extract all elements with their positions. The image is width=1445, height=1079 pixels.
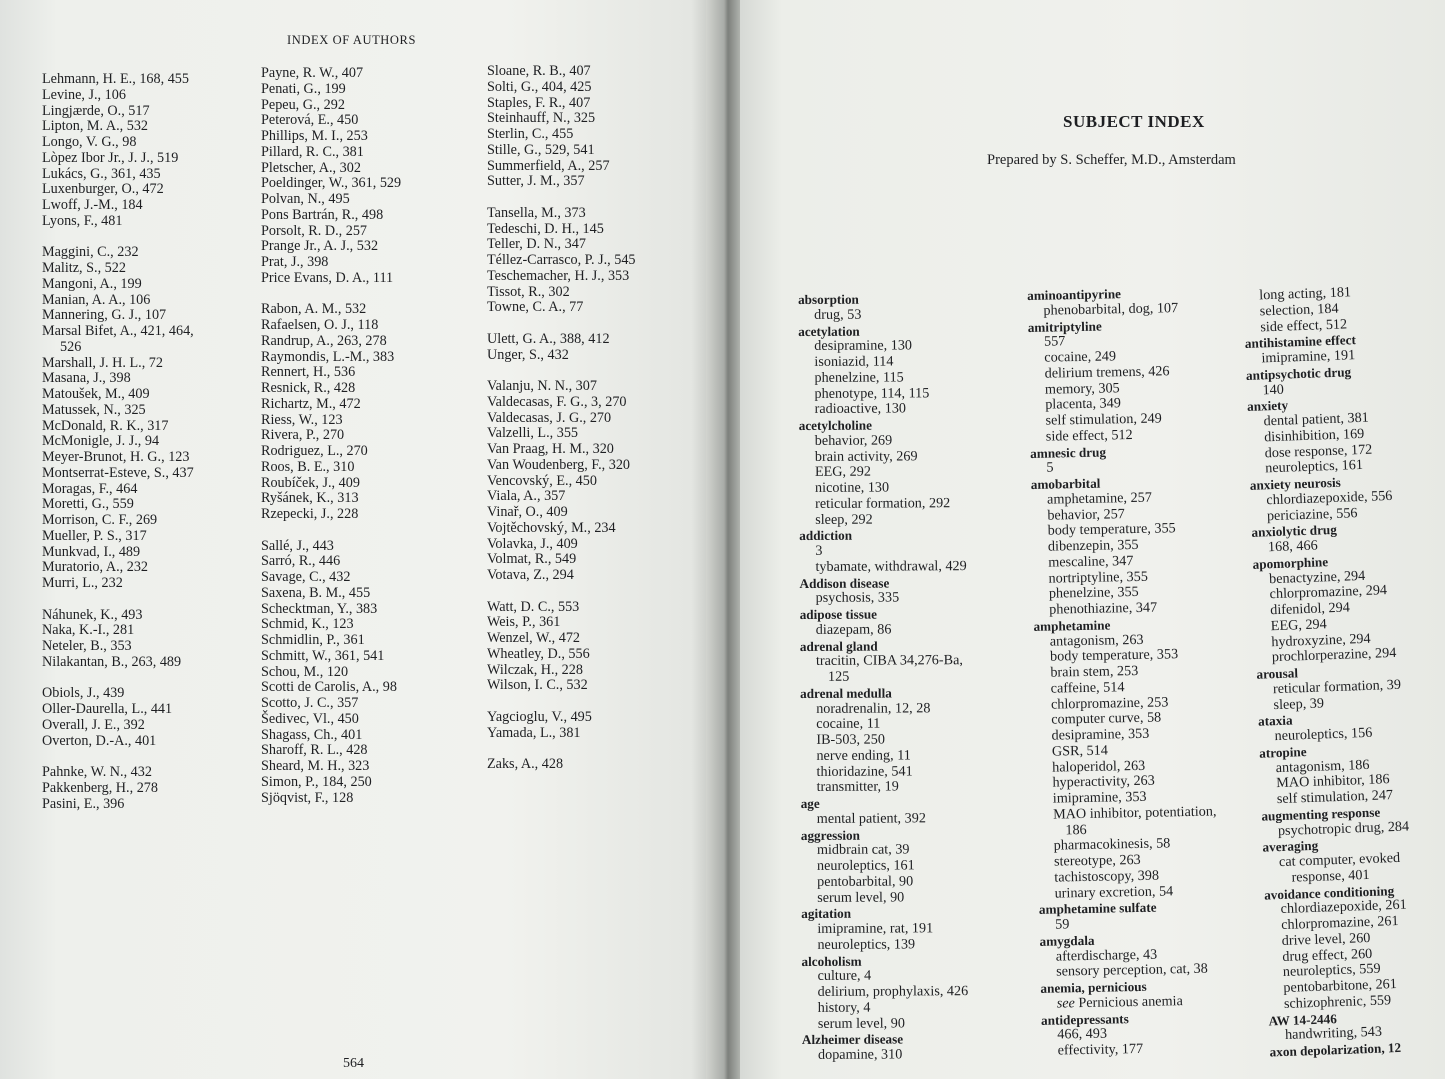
subject-subentry: neuroleptics, 161 bbox=[1265, 457, 1364, 477]
letter-gap bbox=[487, 741, 636, 757]
author-entry: Rodriguez, L., 270 bbox=[261, 443, 368, 459]
subject-heading: Addison disease bbox=[799, 575, 890, 591]
author-entry: Saxena, B. M., 455 bbox=[261, 584, 371, 601]
subject-subentry: placenta, 349 bbox=[1045, 395, 1122, 413]
author-entry: Lipton, M. A., 532 bbox=[42, 118, 149, 135]
subject-subentry: memory, 305 bbox=[1044, 379, 1120, 398]
subject-subentry: dopamine, 310 bbox=[817, 1046, 903, 1063]
subject-subentry: 557 bbox=[1043, 333, 1066, 350]
author-entry: Yamada, L., 381 bbox=[487, 724, 581, 741]
subject-subentry: diazepam, 86 bbox=[815, 621, 892, 638]
author-entry: Sjöqvist, F., 128 bbox=[261, 789, 354, 806]
subject-heading: aminoantipyrine bbox=[1027, 286, 1122, 303]
subject-subentry: nerve ending, 11 bbox=[816, 747, 911, 764]
author-entry: Staples, F. R., 407 bbox=[487, 94, 591, 111]
subject-subentry: disinhibition, 169 bbox=[1263, 425, 1365, 446]
subject-subentry: drug effect, 260 bbox=[1282, 945, 1373, 965]
subject-subentry: afterdischarge, 43 bbox=[1055, 946, 1158, 965]
author-entry: Viala, A., 357 bbox=[487, 488, 566, 505]
subject-subentry: urinary excretion, 54 bbox=[1054, 882, 1174, 902]
author-entry: Poeldinger, W., 361, 529 bbox=[261, 175, 402, 192]
subject-subentry: culture, 4 bbox=[817, 967, 872, 985]
subject-subentry: side effect, 512 bbox=[1045, 426, 1133, 445]
author-entry: Towne, C. A., 77 bbox=[487, 299, 584, 316]
subject-heading: arousal bbox=[1256, 665, 1299, 682]
subject-subentry: prochlorperazine, 294 bbox=[1271, 645, 1397, 666]
author-entry: Scotti de Carolis, A., 98 bbox=[261, 679, 397, 696]
subject-subentry: pharmacokinesis, 58 bbox=[1053, 835, 1171, 854]
subject-subentry: phenothiazine, 347 bbox=[1049, 599, 1158, 618]
author-entry: Roos, B. E., 310 bbox=[261, 458, 355, 475]
subject-heading: acetylcholine bbox=[798, 417, 872, 433]
subject-subentry: 466, 493 bbox=[1057, 1025, 1108, 1043]
author-entry: McDonald, R. K., 317 bbox=[42, 417, 169, 434]
page-header: INDEX OF AUTHORS bbox=[287, 33, 417, 47]
subject-subentry: dental patient, 381 bbox=[1263, 409, 1370, 430]
author-entry: Watt, D. C., 553 bbox=[487, 598, 580, 615]
author-entry: Lwoff, J.-M., 184 bbox=[42, 197, 143, 213]
subject-subentry: tracitin, CIBA 34,276-Ba, bbox=[815, 652, 963, 670]
author-entry: Richartz, M., 472 bbox=[261, 395, 361, 412]
subject-subentry: caffeine, 514 bbox=[1050, 678, 1125, 697]
author-entry: Maggini, C., 232 bbox=[42, 244, 139, 261]
subject-subentry: desipramine, 353 bbox=[1051, 725, 1150, 744]
author-entry: Matussek, N., 325 bbox=[42, 401, 146, 418]
subject-subentry: handwriting, 543 bbox=[1284, 1023, 1383, 1044]
subject-subentry: dibenzepin, 355 bbox=[1047, 536, 1139, 555]
author-entry: Meyer-Brunot, H. G., 123 bbox=[42, 449, 190, 465]
author-entry: Sallé, J., 443 bbox=[261, 537, 334, 554]
subject-subentry: EEG, 292 bbox=[814, 463, 871, 481]
author-entry: Volavka, J., 409 bbox=[487, 535, 578, 552]
subject-subentry: effectivity, 177 bbox=[1057, 1040, 1144, 1059]
author-entry: Levine, J., 106 bbox=[42, 86, 126, 103]
letter-gap bbox=[261, 287, 401, 303]
subject-heading: augmenting response bbox=[1261, 804, 1381, 824]
author-entry: Tissot, R., 302 bbox=[487, 283, 570, 300]
author-entry: Nilakantan, B., 263, 489 bbox=[42, 653, 182, 670]
subject-subentry: pentobarbital, 90 bbox=[817, 873, 914, 890]
author-entry: Wenzel, W., 472 bbox=[487, 630, 581, 646]
author-entry: Sarró, R., 446 bbox=[261, 553, 341, 570]
author-entry: Peterová, E., 450 bbox=[261, 112, 359, 129]
subject-subentry: radioactive, 130 bbox=[814, 400, 907, 418]
author-entry: Mannering, G. J., 107 bbox=[42, 307, 167, 324]
letter-gap bbox=[42, 671, 194, 687]
subject-subentry: long acting, 181 bbox=[1258, 284, 1352, 304]
author-entry: Zaks, A., 428 bbox=[487, 756, 564, 772]
subject-subentry: 186 bbox=[1065, 821, 1087, 838]
subject-subentry: delirium tremens, 426 bbox=[1044, 363, 1170, 382]
subject-subentry: 168, 466 bbox=[1267, 537, 1318, 556]
author-entry: Wheatley, D., 556 bbox=[487, 645, 590, 662]
author-entry: Mueller, P. S., 317 bbox=[42, 527, 147, 544]
author-entry: Pletscher, A., 302 bbox=[261, 159, 361, 176]
author-entry: McMonigle, J. J., 94 bbox=[42, 433, 160, 450]
author-entry: Schmidlin, P., 361 bbox=[261, 632, 365, 648]
subject-subentry: serum level, 90 bbox=[817, 888, 905, 906]
subject-heading: apomorphine bbox=[1252, 553, 1329, 572]
author-entry: 526 bbox=[60, 338, 82, 355]
author-entry: Šedivec, Vl., 450 bbox=[261, 710, 359, 727]
author-entry: Prange Jr., A. J., 532 bbox=[261, 238, 379, 255]
left-page bbox=[0, 0, 720, 1079]
subject-subentry: midbrain cat, 39 bbox=[816, 841, 910, 859]
subject-subentry: MAO inhibitor, 186 bbox=[1275, 771, 1390, 792]
author-entry: Polvan, N., 495 bbox=[261, 191, 350, 207]
author-entry: Montserrat-Esteve, S., 437 bbox=[42, 464, 194, 481]
author-entry: Marsal Bifet, A., 421, 464, bbox=[42, 323, 194, 339]
author-entry: Riess, W., 123 bbox=[261, 411, 343, 428]
letter-gap bbox=[487, 584, 636, 600]
author-entry: Tedeschi, D. H., 145 bbox=[487, 220, 604, 237]
subject-subentry: desipramine, 130 bbox=[814, 337, 913, 355]
author-entry: Pahnke, W. N., 432 bbox=[42, 764, 152, 780]
author-entry: Moragas, F., 464 bbox=[42, 480, 138, 497]
subject-subentry: haloperidol, 263 bbox=[1052, 757, 1146, 776]
subject-subentry: sleep, 292 bbox=[815, 511, 873, 528]
subject-subentry: phenobarbital, dog, 107 bbox=[1043, 299, 1179, 319]
author-entry: Sterlin, C., 455 bbox=[487, 126, 574, 142]
subject-subentry: thioridazine, 541 bbox=[816, 762, 913, 780]
author-entry: Rzepecki, J., 228 bbox=[261, 506, 359, 522]
subject-subentry: 5 bbox=[1046, 459, 1054, 476]
subject-subentry: cocaine, 11 bbox=[816, 715, 881, 733]
author-entry: Votava, Z., 294 bbox=[487, 567, 574, 583]
author-entry: Valzelli, L., 355 bbox=[487, 425, 579, 442]
subject-subentry: schizophrenic, 559 bbox=[1283, 992, 1392, 1012]
author-entry: Valanju, N. N., 307 bbox=[487, 378, 597, 394]
subject-subentry: drive level, 260 bbox=[1281, 929, 1371, 949]
author-entry: Tansella, M., 373 bbox=[487, 204, 586, 221]
subject-heading: amphetamine bbox=[1033, 617, 1111, 634]
subject-subentry: brain stem, 253 bbox=[1050, 662, 1139, 681]
subject-subentry: stereotype, 263 bbox=[1053, 851, 1141, 870]
subject-subentry: sleep, 39 bbox=[1273, 694, 1325, 713]
subject-subentry: brain activity, 269 bbox=[814, 447, 918, 465]
letter-gap bbox=[487, 363, 636, 379]
letter-gap bbox=[487, 316, 636, 332]
author-entry: Teschemacher, H. J., 353 bbox=[487, 267, 630, 284]
subject-subentry: imipramine, rat, 191 bbox=[817, 920, 934, 937]
subject-column-1 bbox=[798, 291, 969, 1064]
author-entry: Longo, V. G., 98 bbox=[42, 134, 137, 150]
author-entry: Munkvad, I., 489 bbox=[42, 543, 141, 560]
subject-heading: averaging bbox=[1262, 837, 1319, 855]
subject-subentry: chlorpromazine, 294 bbox=[1269, 582, 1388, 603]
subject-subentry: difenidol, 294 bbox=[1269, 599, 1351, 619]
author-entry: Vojtěchovský, M., 234 bbox=[487, 519, 616, 536]
author-entry: Price Evans, D. A., 111 bbox=[261, 269, 394, 286]
subject-heading: alcoholism bbox=[801, 953, 862, 969]
author-entry: Oller-Daurella, L., 441 bbox=[42, 701, 173, 717]
subject-heading: agitation bbox=[801, 905, 852, 922]
subject-heading: anxiety neurosis bbox=[1249, 474, 1342, 493]
subject-subentry: antagonism, 186 bbox=[1275, 756, 1370, 776]
author-entry: Rivera, P., 270 bbox=[261, 427, 345, 444]
author-entry: Wilczak, H., 228 bbox=[487, 661, 583, 678]
subject-subentry: cocaine, 249 bbox=[1044, 348, 1117, 366]
author-entry: Penati, G., 199 bbox=[261, 80, 346, 97]
subject-subentry: sensory perception, cat, 38 bbox=[1055, 960, 1208, 980]
author-entry: Volmat, R., 549 bbox=[487, 551, 577, 568]
subject-subentry: body temperature, 353 bbox=[1049, 646, 1179, 665]
subject-heading: antihistamine effect bbox=[1244, 332, 1357, 352]
subject-subentry: antagonism, 263 bbox=[1049, 631, 1144, 650]
subject-heading: antidepressants bbox=[1040, 1010, 1129, 1028]
subject-heading: adrenal medulla bbox=[800, 685, 892, 701]
author-entry: Lehmann, H. E., 168, 455 bbox=[42, 71, 189, 87]
subject-heading: aggression bbox=[800, 827, 860, 843]
letter-gap bbox=[487, 190, 636, 206]
subject-heading: Alzheimer disease bbox=[801, 1031, 904, 1048]
subject-heading: ataxia bbox=[1257, 712, 1293, 729]
author-entry: Wilson, I. C., 532 bbox=[487, 677, 588, 694]
author-entry: Porsolt, R. D., 257 bbox=[261, 222, 368, 239]
author-entry: Summerfield, A., 257 bbox=[487, 157, 610, 174]
subject-subentry: EEG, 294 bbox=[1270, 616, 1327, 634]
author-entry: Manian, A. A., 106 bbox=[42, 291, 151, 308]
letter-gap bbox=[42, 749, 194, 765]
author-entry: Overall, J. E., 392 bbox=[42, 716, 145, 733]
subject-subentry: chlorpromazine, 261 bbox=[1280, 912, 1399, 934]
author-entry: Muratorio, A., 232 bbox=[42, 559, 149, 576]
subject-heading: adipose tissue bbox=[799, 606, 878, 622]
author-entry: Pasini, E., 396 bbox=[42, 795, 125, 812]
author-entry: Yagcioglu, V., 495 bbox=[487, 708, 592, 725]
subject-subentry: dose response, 172 bbox=[1264, 441, 1373, 461]
letter-gap bbox=[42, 230, 194, 246]
author-entry: Obiols, J., 439 bbox=[42, 685, 125, 702]
subject-heading: acetylation bbox=[798, 323, 860, 339]
subject-subentry: computer curve, 58 bbox=[1051, 709, 1162, 728]
subject-subentry: benactyzine, 294 bbox=[1268, 567, 1366, 587]
author-entry: Roubíček, J., 409 bbox=[261, 474, 360, 491]
subject-column-2 bbox=[1027, 285, 1221, 1060]
author-entry: Vencovský, E., 450 bbox=[487, 472, 597, 489]
subject-heading: anxiolytic drug bbox=[1251, 522, 1338, 541]
subject-subentry: tachistoscopy, 398 bbox=[1054, 867, 1160, 886]
subject-subentry: serum level, 90 bbox=[817, 1014, 905, 1032]
subject-subentry: transmitter, 19 bbox=[816, 778, 899, 796]
author-entry: Valdecasas, J. G., 270 bbox=[487, 409, 612, 426]
page-number: 564 bbox=[343, 1056, 364, 1071]
author-entry: Ryšánek, K., 313 bbox=[261, 490, 359, 507]
letter-gap bbox=[261, 523, 401, 539]
subject-heading: amygdala bbox=[1039, 932, 1095, 949]
subject-subentry: neuroleptics, 139 bbox=[817, 936, 916, 953]
author-entry: Rabon, A. M., 532 bbox=[261, 301, 367, 318]
subject-heading: amobarbital bbox=[1030, 475, 1101, 492]
author-entry: Resnick, R., 428 bbox=[261, 380, 356, 396]
author-entry: Prat, J., 398 bbox=[261, 254, 329, 270]
author-entry: Sloane, R. B., 407 bbox=[487, 63, 591, 79]
author-column-2 bbox=[261, 66, 401, 806]
author-entry: Lingjærde, O., 517 bbox=[42, 102, 150, 119]
subject-subentry: self stimulation, 247 bbox=[1276, 787, 1394, 808]
subject-subentry: amphetamine, 257 bbox=[1046, 489, 1153, 508]
author-entry: Van Woudenberg, F., 320 bbox=[487, 456, 631, 473]
subject-heading: age bbox=[800, 795, 820, 811]
subject-subentry: imipramine, 191 bbox=[1261, 347, 1356, 367]
subject-subentry: periciazine, 556 bbox=[1266, 504, 1358, 524]
author-entry: Simon, P., 184, 250 bbox=[261, 773, 372, 790]
subject-heading: axon depolarization, 12 bbox=[1269, 1039, 1402, 1060]
subject-subentry: 3 bbox=[815, 542, 823, 559]
author-entry: Pillard, R. C., 381 bbox=[261, 143, 364, 160]
subject-subentry: mescaline, 347 bbox=[1048, 552, 1134, 571]
subject-heading: atropine bbox=[1258, 743, 1307, 761]
subject-subentry: IB-503, 250 bbox=[816, 731, 885, 748]
author-entry: Weis, P., 361 bbox=[487, 614, 561, 631]
subject-subentry: 59 bbox=[1055, 916, 1070, 933]
subject-subentry: MAO inhibitor, potentiation, bbox=[1052, 803, 1217, 823]
subject-subentry: selection, 184 bbox=[1259, 300, 1339, 320]
subject-subentry: phenelzine, 115 bbox=[814, 369, 904, 386]
subject-subentry: chlordiazepoxide, 556 bbox=[1266, 487, 1393, 509]
author-entry: Vinař, O., 409 bbox=[487, 504, 568, 520]
author-column-3 bbox=[487, 64, 636, 773]
author-entry: Lukács, G., 361, 435 bbox=[42, 165, 161, 182]
subject-subentry: self stimulation, 249 bbox=[1045, 410, 1162, 429]
subject-heading: anxiety bbox=[1246, 397, 1289, 415]
letter-gap bbox=[487, 694, 636, 710]
author-entry: Neteler, B., 353 bbox=[42, 638, 132, 654]
author-entry: Solti, G., 404, 425 bbox=[487, 78, 592, 95]
author-entry: Van Praag, H. M., 320 bbox=[487, 441, 614, 457]
subject-subentry: tybamate, withdrawal, 429 bbox=[815, 557, 967, 575]
subject-subentry: behavior, 257 bbox=[1047, 505, 1125, 524]
letter-gap bbox=[42, 592, 194, 608]
subject-subentry: history, 4 bbox=[817, 999, 871, 1016]
author-entry: Savage, C., 432 bbox=[261, 569, 351, 585]
author-entry: Overton, D.-A., 401 bbox=[42, 732, 157, 749]
subject-heading: avoidance conditioning bbox=[1263, 882, 1395, 903]
author-entry: Mangoni, A., 199 bbox=[42, 275, 142, 292]
subject-subentry: chlordiazepoxide, 261 bbox=[1280, 896, 1407, 918]
subject-subentry: noradrenalin, 12, 28 bbox=[816, 699, 931, 717]
subject-subentry: response, 401 bbox=[1291, 866, 1370, 886]
author-entry: Murri, L., 232 bbox=[42, 575, 123, 591]
subject-subentry: nicotine, 130 bbox=[814, 479, 890, 496]
author-column-1 bbox=[42, 72, 194, 812]
subject-heading: amitriptyline bbox=[1027, 318, 1102, 335]
subject-subentry: mental patient, 392 bbox=[816, 810, 926, 827]
subject-subentry: pentobarbitone, 261 bbox=[1283, 976, 1398, 997]
subject-subentry: GSR, 514 bbox=[1051, 742, 1109, 760]
see-reference: see bbox=[1056, 994, 1079, 1012]
author-entry: Payne, R. W., 407 bbox=[261, 65, 364, 81]
author-entry: Rennert, H., 536 bbox=[261, 364, 356, 381]
subject-heading: anemia, pernicious bbox=[1040, 978, 1147, 996]
subject-heading: amphetamine sulfate bbox=[1038, 899, 1157, 918]
subject-subentry: drug, 53 bbox=[814, 306, 862, 323]
author-entry: Rafaelsen, O. J., 118 bbox=[261, 317, 379, 333]
subject-subentry: side effect, 512 bbox=[1260, 315, 1348, 335]
author-entry: Lòpez Ibor Jr., J. J., 519 bbox=[42, 149, 179, 166]
subject-subentry: 140 bbox=[1262, 381, 1285, 398]
subject-index-title: SUBJECT INDEX bbox=[1063, 112, 1205, 131]
author-entry: Masana, J., 398 bbox=[42, 370, 131, 387]
subject-subentry: phenelzine, 355 bbox=[1048, 584, 1139, 602]
author-entry: Phillips, M. I., 253 bbox=[261, 128, 368, 144]
subject-heading: AW 14-2446 bbox=[1268, 1010, 1338, 1029]
subject-subentry: psychotropic drug, 284 bbox=[1277, 818, 1410, 839]
subject-subentry: body temperature, 355 bbox=[1047, 520, 1176, 539]
author-entry: Malitz, S., 522 bbox=[42, 260, 126, 276]
author-entry: Shagass, Ch., 401 bbox=[261, 726, 363, 743]
subject-subentry: chlorpromazine, 253 bbox=[1050, 693, 1169, 713]
author-entry: Raymondis, L.-M., 383 bbox=[261, 348, 395, 365]
author-entry: Valdecasas, F. G., 3, 270 bbox=[487, 393, 627, 410]
subject-subentry: isoniazid, 114 bbox=[814, 353, 894, 370]
subject-subentry: see Pernicious anemia bbox=[1056, 992, 1183, 1012]
author-entry: Unger, S., 432 bbox=[487, 346, 569, 363]
author-entry: Sutter, J. M., 357 bbox=[487, 173, 585, 190]
subject-subentry: neuroleptics, 559 bbox=[1282, 960, 1381, 981]
author-entry: Stille, G., 529, 541 bbox=[487, 141, 595, 158]
author-entry: Schou, M., 120 bbox=[261, 663, 349, 680]
author-entry: Scotto, J. C., 357 bbox=[261, 695, 359, 711]
subject-subentry: 125 bbox=[827, 668, 850, 685]
author-entry: Schmid, K., 123 bbox=[261, 616, 354, 633]
author-entry: Pakkenberg, H., 278 bbox=[42, 779, 158, 796]
subject-column-3 bbox=[1243, 284, 1417, 1060]
subject-subentry: neuroleptics, 161 bbox=[816, 857, 915, 874]
subject-subentry: imipramine, 353 bbox=[1052, 788, 1147, 807]
author-entry: Schmitt, W., 361, 541 bbox=[261, 647, 385, 664]
subject-subentry: phenotype, 114, 115 bbox=[814, 384, 930, 402]
subject-subentry: neuroleptics, 156 bbox=[1274, 724, 1373, 745]
author-entry: Naka, K.-I., 281 bbox=[42, 622, 135, 639]
subject-heading: adrenal gland bbox=[799, 638, 878, 654]
subject-subentry: behavior, 269 bbox=[814, 432, 893, 449]
subject-heading: antipsychotic drug bbox=[1245, 364, 1352, 383]
subject-subentry: delirium, prophylaxis, 426 bbox=[817, 983, 969, 1000]
subject-subentry: cat computer, evoked bbox=[1278, 849, 1401, 871]
author-entry: Moretti, G., 559 bbox=[42, 496, 134, 513]
author-entry: Pepeu, G., 292 bbox=[261, 96, 345, 113]
author-entry: Náhunek, K., 493 bbox=[42, 606, 143, 623]
subject-subentry: hydroxyzine, 294 bbox=[1271, 630, 1371, 650]
subject-subentry: reticular formation, 292 bbox=[815, 494, 951, 512]
author-entry: Morrison, C. F., 269 bbox=[42, 512, 158, 528]
author-entry: Steinhauff, N., 325 bbox=[487, 110, 596, 127]
subject-heading: addiction bbox=[799, 527, 853, 544]
author-entry: Randrup, A., 263, 278 bbox=[261, 332, 387, 349]
subject-subentry: hyperactivity, 263 bbox=[1052, 772, 1155, 791]
author-entry: Lyons, F., 481 bbox=[42, 212, 123, 229]
author-entry: Teller, D. N., 347 bbox=[487, 236, 586, 253]
author-entry: Sharoff, R. L., 428 bbox=[261, 742, 368, 759]
author-entry: Schecktman, Y., 383 bbox=[261, 600, 378, 617]
subject-heading: amnesic drug bbox=[1030, 444, 1107, 461]
author-entry: Luxenburger, O., 472 bbox=[42, 181, 164, 198]
subject-heading: absorption bbox=[798, 291, 859, 307]
subject-subentry: psychosis, 335 bbox=[815, 589, 900, 607]
prepared-by-line: Prepared by S. Scheffer, M.D., Amsterdam bbox=[987, 152, 1236, 168]
author-entry: Sheard, M. H., 323 bbox=[261, 758, 370, 774]
subject-subentry: nortriptyline, 355 bbox=[1048, 568, 1149, 587]
author-entry: Téllez-Carrasco, P. J., 545 bbox=[487, 252, 636, 268]
author-entry: Ulett, G. A., 388, 412 bbox=[487, 330, 610, 347]
author-entry: Matoušek, M., 409 bbox=[42, 386, 150, 402]
author-entry: Marshall, J. H. L., 72 bbox=[42, 354, 163, 371]
subject-subentry: reticular formation, 39 bbox=[1272, 676, 1402, 697]
author-entry: Pons Bartrán, R., 498 bbox=[261, 206, 384, 223]
